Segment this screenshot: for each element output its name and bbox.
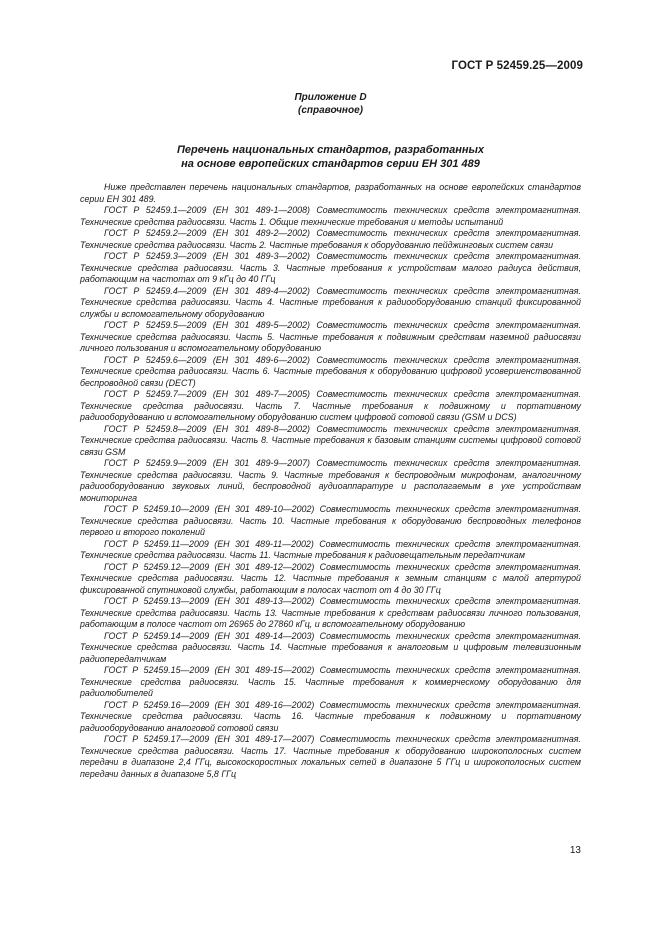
annex-title-line-1: Перечень национальных стандартов, разработанных — [176, 144, 485, 156]
list-item: ГОСТ Р 52459.13—2009 (ЕН 301 489-13—2002) Совместимость технических средств электромагнитная. Технические средства радиосвязи. Часть 13. Частные требования к средствам радиосвязи личного пользования, работающим в полосе частот от 26965 до 27860 кГц, и вспомогательному оборудованию — [80, 596, 581, 629]
list-item: ГОСТ Р 52459.15—2009 (ЕН 301 489-15—2002) Совместимость технических средств электромагнитная. Технические средства радиосвязи. Часть 15. Частные требования к коммерческому оборудованию для радиолюбителей — [80, 665, 581, 698]
list-item: ГОСТ Р 52459.3—2009 (ЕН 301 489-3—2002) Совместимость технических средств электромагнитная. Технические средства радиосвязи. Часть 3. Частные требования к устройствам малого радиуса действия, работающим на частотах от 9 кГц до 40 ГГц — [80, 251, 581, 284]
list-item: ГОСТ Р 52459.9—2009 (ЕН 301 489-9—2007) Совместимость технических средств электромагнитная. Технические средства радиосвязи. Часть 9. Частные требования к беспроводным микрофонам, аналогичному радиооборудованию звуковых линий, беспроводной аудиоаппаратуре и располагаемым в ухе устройствам мониторинга — [80, 458, 581, 503]
list-item: ГОСТ Р 52459.14—2009 (ЕН 301 489-14—2003) Совместимость технических средств электромагнитная. Технические средства радиосвязи. Часть 14. Частные требования к аналоговым и цифровым телевизионным радиопередатчикам — [80, 630, 581, 664]
list-item: ГОСТ Р 52459.1—2009 (ЕН 301 489-1—2008) Совместимость технических средств электромагнитная. Технические средства радиосвязи. Часть 1. Общие технические требования и методы испытаний — [80, 205, 581, 227]
list-item: ГОСТ Р 52459.8—2009 (ЕН 301 489-8—2002) Совместимость технических средств электромагнитная. Технические средства радиосвязи. Часть 8. Частные требования к базовым станциям системы цифровой сотовой связи GSM — [80, 423, 581, 457]
standard-number: ГОСТ Р 52459.25—2009 — [451, 60, 583, 72]
list-item: ГОСТ Р 52459.7—2009 (ЕН 301 489-7—2005) Совместимость технических средств электромагнитная. Технические средства радиосвязи. Часть 7. Частные требования к подвижному и портативному радиооборудованию и вспомогательному оборудованию систем цифровой сотовой связи (GSM и DCS) — [80, 389, 581, 422]
list-item: ГОСТ Р 52459.16—2009 (ЕН 301 489-16—2002) Совместимость технических средств электромагнитная. Технические средства радиосвязи. Часть 16. Частные требования к подвижному и портативному радиооборудованию аналоговой сотовой связи — [80, 699, 581, 733]
list-item: ГОСТ Р 52459.4—2009 (ЕН 301 489-4—2002) Совместимость технических средств электромагнитная. Технические средства радиосвязи. Часть 4. Частные требования к радиооборудованию станций фиксированной службы и вспомогательному оборудованию — [80, 285, 581, 319]
standards-list — [80, 182, 581, 780]
annex-type: (справочное) — [298, 105, 363, 116]
annex-label: Приложение D — [294, 92, 367, 103]
page-number: 13 — [569, 845, 581, 856]
list-item: ГОСТ Р 52459.5—2009 (ЕН 301 489-5—2002) Совместимость технических средств электромагнитная. Технические средства радиосвязи. Часть 5. Частные требования к подвижным средствам наземной радиосвязи личного пользования и вспомогательному оборудованию — [80, 320, 581, 353]
annex-header — [0, 91, 661, 117]
annex-title — [0, 143, 661, 171]
list-item: ГОСТ Р 52459.17—2009 (ЕН 301 489-17—2007) Совместимость технических средств электромагнитная. Технические средства радиосвязи. Часть 17. Частные требования к оборудованию широкополосных систем передачи в диапазоне 2,4 ГГц, высокоскоростных локальных сетей в диапазоне 5 ГГц и широкополосных систем передачи данных в диапазоне 5,8 ГГц — [80, 734, 581, 779]
list-item: ГОСТ Р 52459.10—2009 (ЕН 301 489-10—2002) Совместимость технических средств электромагнитная. Технические средства радиосвязи. Часть 10. Частные требования к оборудованию беспроводных телефонов первого и второго поколений — [80, 504, 581, 537]
list-item: ГОСТ Р 52459.12—2009 (ЕН 301 489-12—2002) Совместимость технических средств электромагнитная. Технические средства радиосвязи. Часть 12. Частные требования к земным станциям с малой апертурой фиксированной спутниковой службы, работающим в полосах частот от 4 до 30 ГГц — [80, 561, 581, 595]
list-item: ГОСТ Р 52459.6—2009 (ЕН 301 489-6—2002) Совместимость технических средств электромагнитная. Технические средства радиосвязи. Часть 6. Частные требования к оборудованию цифровой усовершенствованной беспроводной связи (DECT) — [80, 354, 581, 388]
list-item: ГОСТ Р 52459.11—2009 (ЕН 301 489-11—2002) Совместимость технических средств электромагнитная. Технические средства радиосвязи. Часть 11. Частные требования к радиовещательным передатчикам — [80, 538, 581, 560]
list-item: ГОСТ Р 52459.2—2009 (ЕН 301 489-2—2002) Совместимость технических средств электромагнитная. Технические средства радиосвязи. Часть 2. Частные требования к оборудованию пейджинговых систем связи — [80, 228, 581, 250]
intro-paragraph: Ниже представлен перечень национальных стандартов, разработанных на основе европейских стандартов серии ЕН 301 489. — [80, 182, 581, 204]
annex-title-line-2: на основе европейских стандартов серии ЕН 301 489 — [181, 158, 480, 170]
